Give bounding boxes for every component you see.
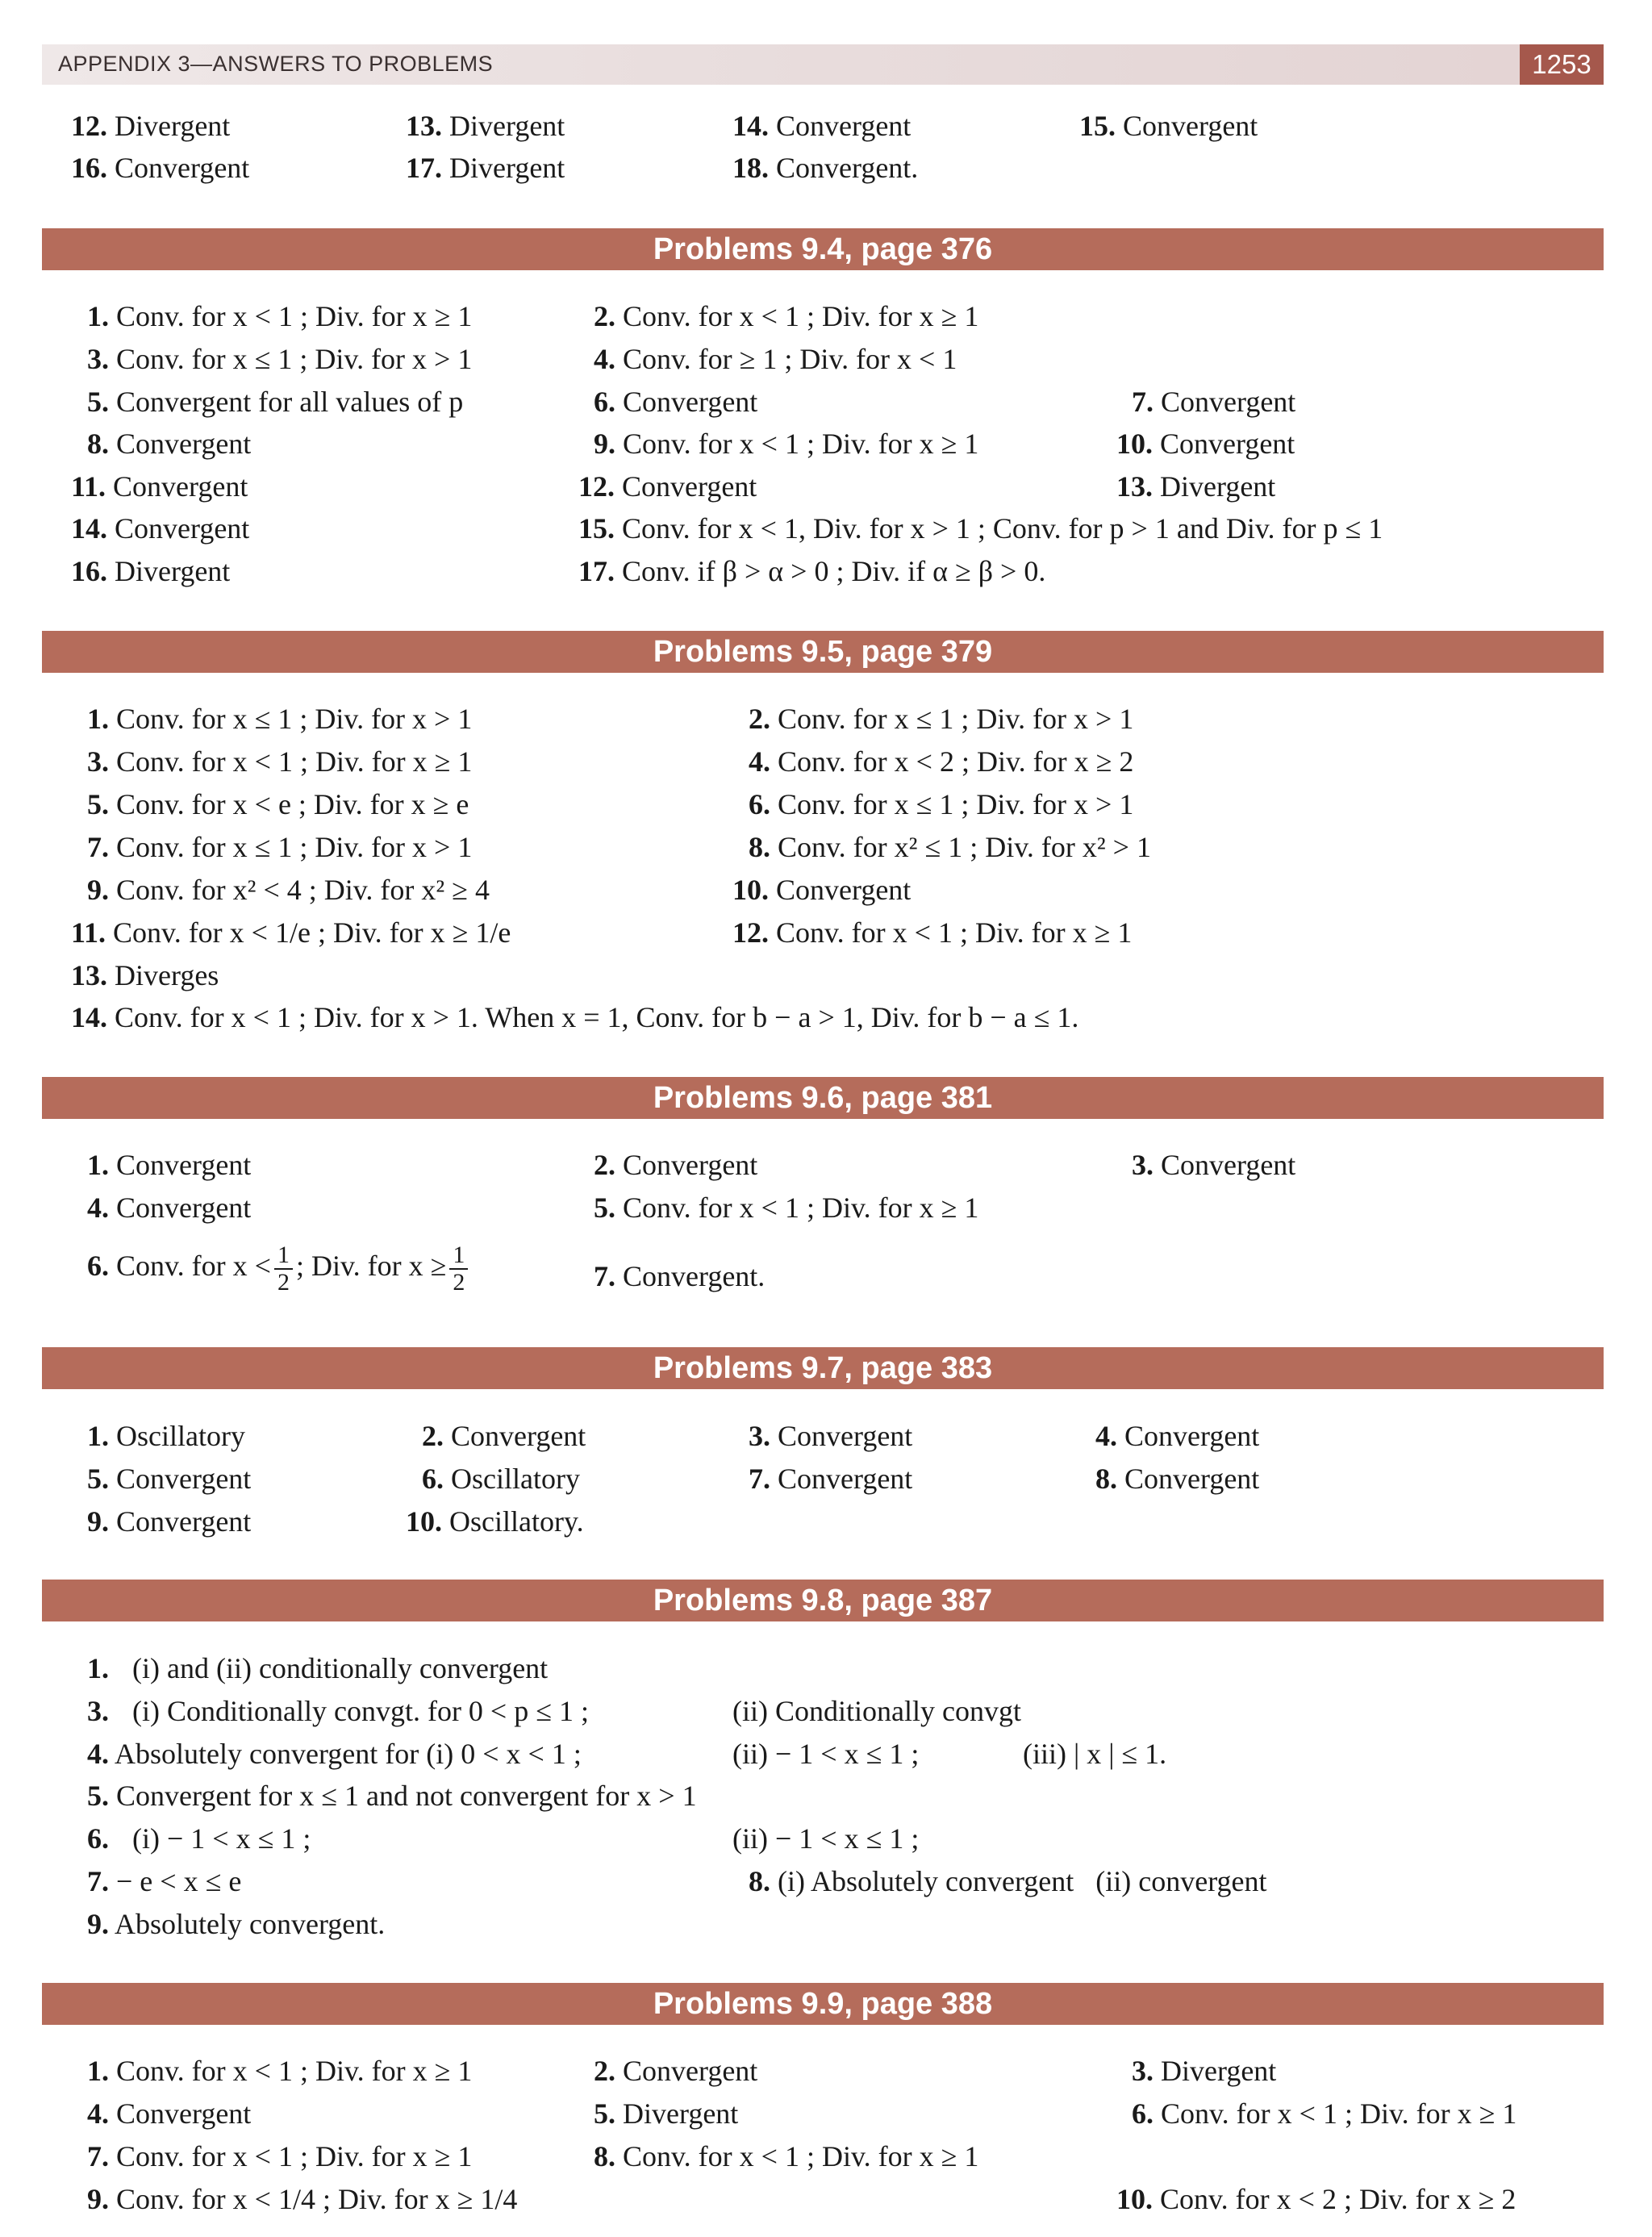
- section-title: Problems 9.6, page 381: [653, 1081, 993, 1115]
- answer-item: 6. Conv. for x ≤ 1 ; Div. for x > 1: [749, 788, 1134, 820]
- answer-item: 6. Conv. for x < 1 ; Div. for x ≥ 1: [1132, 2097, 1517, 2130]
- answer-item: 14. Conv. for x < 1 ; Div. for x > 1. When x = 1, Conv. for b − a > 1, Div. for b − a ≤ 1.: [71, 1001, 1079, 1033]
- answer-item: 12. Conv. for x < 1 ; Div. for x ≥ 1: [732, 916, 1133, 949]
- section-header-9-8: [42, 1580, 1604, 1621]
- section-header-9-6: [42, 1077, 1604, 1119]
- answer-item: (iii) | x | ≤ 1.: [1023, 1738, 1167, 1770]
- answer-item: 2. Conv. for x ≤ 1 ; Div. for x > 1: [749, 703, 1134, 735]
- answer-item: 9. Absolutely convergent.: [87, 1908, 386, 1940]
- answer-item: 6. (i) − 1 < x ≤ 1 ;: [87, 1822, 311, 1855]
- answer-item: 8. (i) Absolutely convergent (ii) convergent: [749, 1865, 1267, 1897]
- answer-item: 6. Convergent: [594, 386, 758, 418]
- answer-item: 8. Convergent: [1095, 1463, 1260, 1495]
- answer-item: 4. Absolutely convergent for (i) 0 < x < 1 ;: [87, 1738, 582, 1770]
- answer-item: 13. Diverges: [71, 959, 219, 991]
- answer-item: 12. Divergent: [71, 110, 231, 142]
- answer-item: 5. Convergent for all values of p: [87, 386, 464, 418]
- answer-item: 7. − e < x ≤ e: [87, 1865, 242, 1897]
- answer-item: 1. Conv. for x ≤ 1 ; Div. for x > 1: [87, 703, 473, 735]
- answer-item: 9. Conv. for x² < 4 ; Div. for x² ≥ 4: [87, 874, 490, 906]
- answer-item: 14. Convergent: [71, 512, 250, 545]
- page-number: 1253: [1520, 44, 1604, 85]
- answer-item: 3. (i) Conditionally convgt. for 0 < p ≤ 1 ;: [87, 1695, 589, 1727]
- running-header: [42, 44, 1604, 85]
- answer-item: 7. Convergent.: [594, 1260, 766, 1292]
- answer-item: 7. Convergent: [749, 1463, 913, 1495]
- answer-item: 4. Convergent: [87, 2097, 252, 2130]
- answer-item: 10. Convergent: [732, 874, 912, 906]
- answer-item: 3. Convergent: [1132, 1149, 1296, 1181]
- section-header-9-7: [42, 1347, 1604, 1389]
- answer-item: 3. Convergent: [749, 1420, 913, 1452]
- section-title: Problems 9.4, page 376: [653, 232, 993, 266]
- answer-item: 11. Convergent: [71, 470, 248, 503]
- answer-item: 5. Conv. for x < 1 ; Div. for x ≥ 1: [594, 1192, 979, 1224]
- answer-item: 7. Conv. for x < 1 ; Div. for x ≥ 1: [87, 2140, 473, 2172]
- section-header-9-5: [42, 631, 1604, 673]
- answer-item: 2. Convergent: [594, 2055, 758, 2087]
- answer-item: 6. Oscillatory: [422, 1463, 580, 1495]
- answer-item: 3. Conv. for x ≤ 1 ; Div. for x > 1: [87, 343, 473, 375]
- answer-item: 5. Conv. for x < e ; Div. for x ≥ e: [87, 788, 469, 820]
- answer-item: 9. Conv. for x < 1 ; Div. for x ≥ 1: [594, 428, 979, 460]
- answer-item: 4. Conv. for x < 2 ; Div. for x ≥ 2: [749, 745, 1134, 778]
- answer-item: 1. Convergent: [87, 1149, 252, 1181]
- section-header-9-9: [42, 1983, 1604, 2025]
- section-title: Problems 9.8, page 387: [653, 1584, 993, 1617]
- answer-item: 2. Convergent: [422, 1420, 586, 1452]
- answer-item: 10. Oscillatory.: [406, 1505, 584, 1538]
- answer-item: 12. Convergent: [578, 470, 757, 503]
- answer-item: 2. Convergent: [594, 1149, 758, 1181]
- section-title: Problems 9.5, page 379: [653, 635, 993, 669]
- answer-item: 5. Convergent: [87, 1463, 252, 1495]
- answer-item: 17. Divergent: [406, 152, 565, 184]
- answer-item: 3. Conv. for x < 1 ; Div. for x ≥ 1: [87, 745, 473, 778]
- answer-item: 13. Divergent: [1116, 470, 1276, 503]
- answer-item: (ii) Conditionally convgt: [732, 1695, 1021, 1727]
- answer-item: 1. Conv. for x < 1 ; Div. for x ≥ 1: [87, 300, 473, 332]
- answer-item: 1. Oscillatory: [87, 1420, 245, 1452]
- answer-item: 5. Convergent for x ≤ 1 and not convergent for x > 1: [87, 1780, 697, 1812]
- answer-item: 17. Conv. if β > α > 0 ; Div. if α ≥ β > 0.: [578, 555, 1046, 587]
- answer-item: 16. Convergent: [71, 152, 250, 184]
- section-header-9-4: [42, 228, 1604, 270]
- answer-item: 4. Convergent: [1095, 1420, 1260, 1452]
- section-title: Problems 9.7, page 383: [653, 1351, 993, 1385]
- answer-item: 15. Convergent: [1079, 110, 1258, 142]
- answer-item: 8. Convergent: [87, 428, 252, 460]
- answer-item: 1. Conv. for x < 1 ; Div. for x ≥ 1: [87, 2055, 473, 2087]
- answer-item: 18. Convergent.: [732, 152, 919, 184]
- answer-item: 4. Conv. for ≥ 1 ; Div. for x < 1: [594, 343, 957, 375]
- answer-item: (ii) − 1 < x ≤ 1 ;: [732, 1738, 920, 1770]
- answer-item: 16. Divergent: [71, 555, 231, 587]
- answer-item: 9. Conv. for x < 1/4 ; Div. for x ≥ 1/4: [87, 2183, 518, 2215]
- answer-item: 11. Conv. for x < 1/e ; Div. for x ≥ 1/e: [71, 916, 511, 949]
- answer-item: 8. Conv. for x² ≤ 1 ; Div. for x² > 1: [749, 831, 1151, 863]
- answer-item: 9. Convergent: [87, 1505, 252, 1538]
- answer-item: 2. Conv. for x < 1 ; Div. for x ≥ 1: [594, 300, 979, 332]
- answer-item: 10. Convergent: [1116, 428, 1295, 460]
- answer-item: 10. Conv. for x < 2 ; Div. for x ≥ 2: [1116, 2183, 1516, 2215]
- answer-item: 8. Conv. for x < 1 ; Div. for x ≥ 1: [594, 2140, 979, 2172]
- answer-item: 4. Convergent: [87, 1192, 252, 1224]
- answer-item: (ii) − 1 < x ≤ 1 ;: [732, 1822, 920, 1855]
- answer-item: 7. Conv. for x ≤ 1 ; Div. for x > 1: [87, 831, 473, 863]
- answer-item: 5. Divergent: [594, 2097, 739, 2130]
- section-title: Problems 9.9, page 388: [653, 1987, 993, 2021]
- answer-item: 15. Conv. for x < 1, Div. for x > 1 ; Conv. for p > 1 and Div. for p ≤ 1: [578, 512, 1383, 545]
- answer-item: 13. Divergent: [406, 110, 565, 142]
- fraction-one-half: $\frac{1}{2}$: [449, 1242, 468, 1295]
- answer-item: 3. Divergent: [1132, 2055, 1277, 2087]
- answer-item: 14. Convergent: [732, 110, 912, 142]
- answer-item: 7. Convergent: [1132, 386, 1296, 418]
- answer-item: 1. (i) and (ii) conditionally convergent: [87, 1652, 549, 1684]
- header-title: APPENDIX 3—ANSWERS TO PROBLEMS: [58, 52, 494, 76]
- fraction-one-half: $\frac{1}{2}$: [274, 1242, 293, 1295]
- answer-item: 6. Conv. for x < $\frac{1}{2}$ ; Div. for x ≥ $\frac{1}{2}$: [87, 1242, 471, 1295]
